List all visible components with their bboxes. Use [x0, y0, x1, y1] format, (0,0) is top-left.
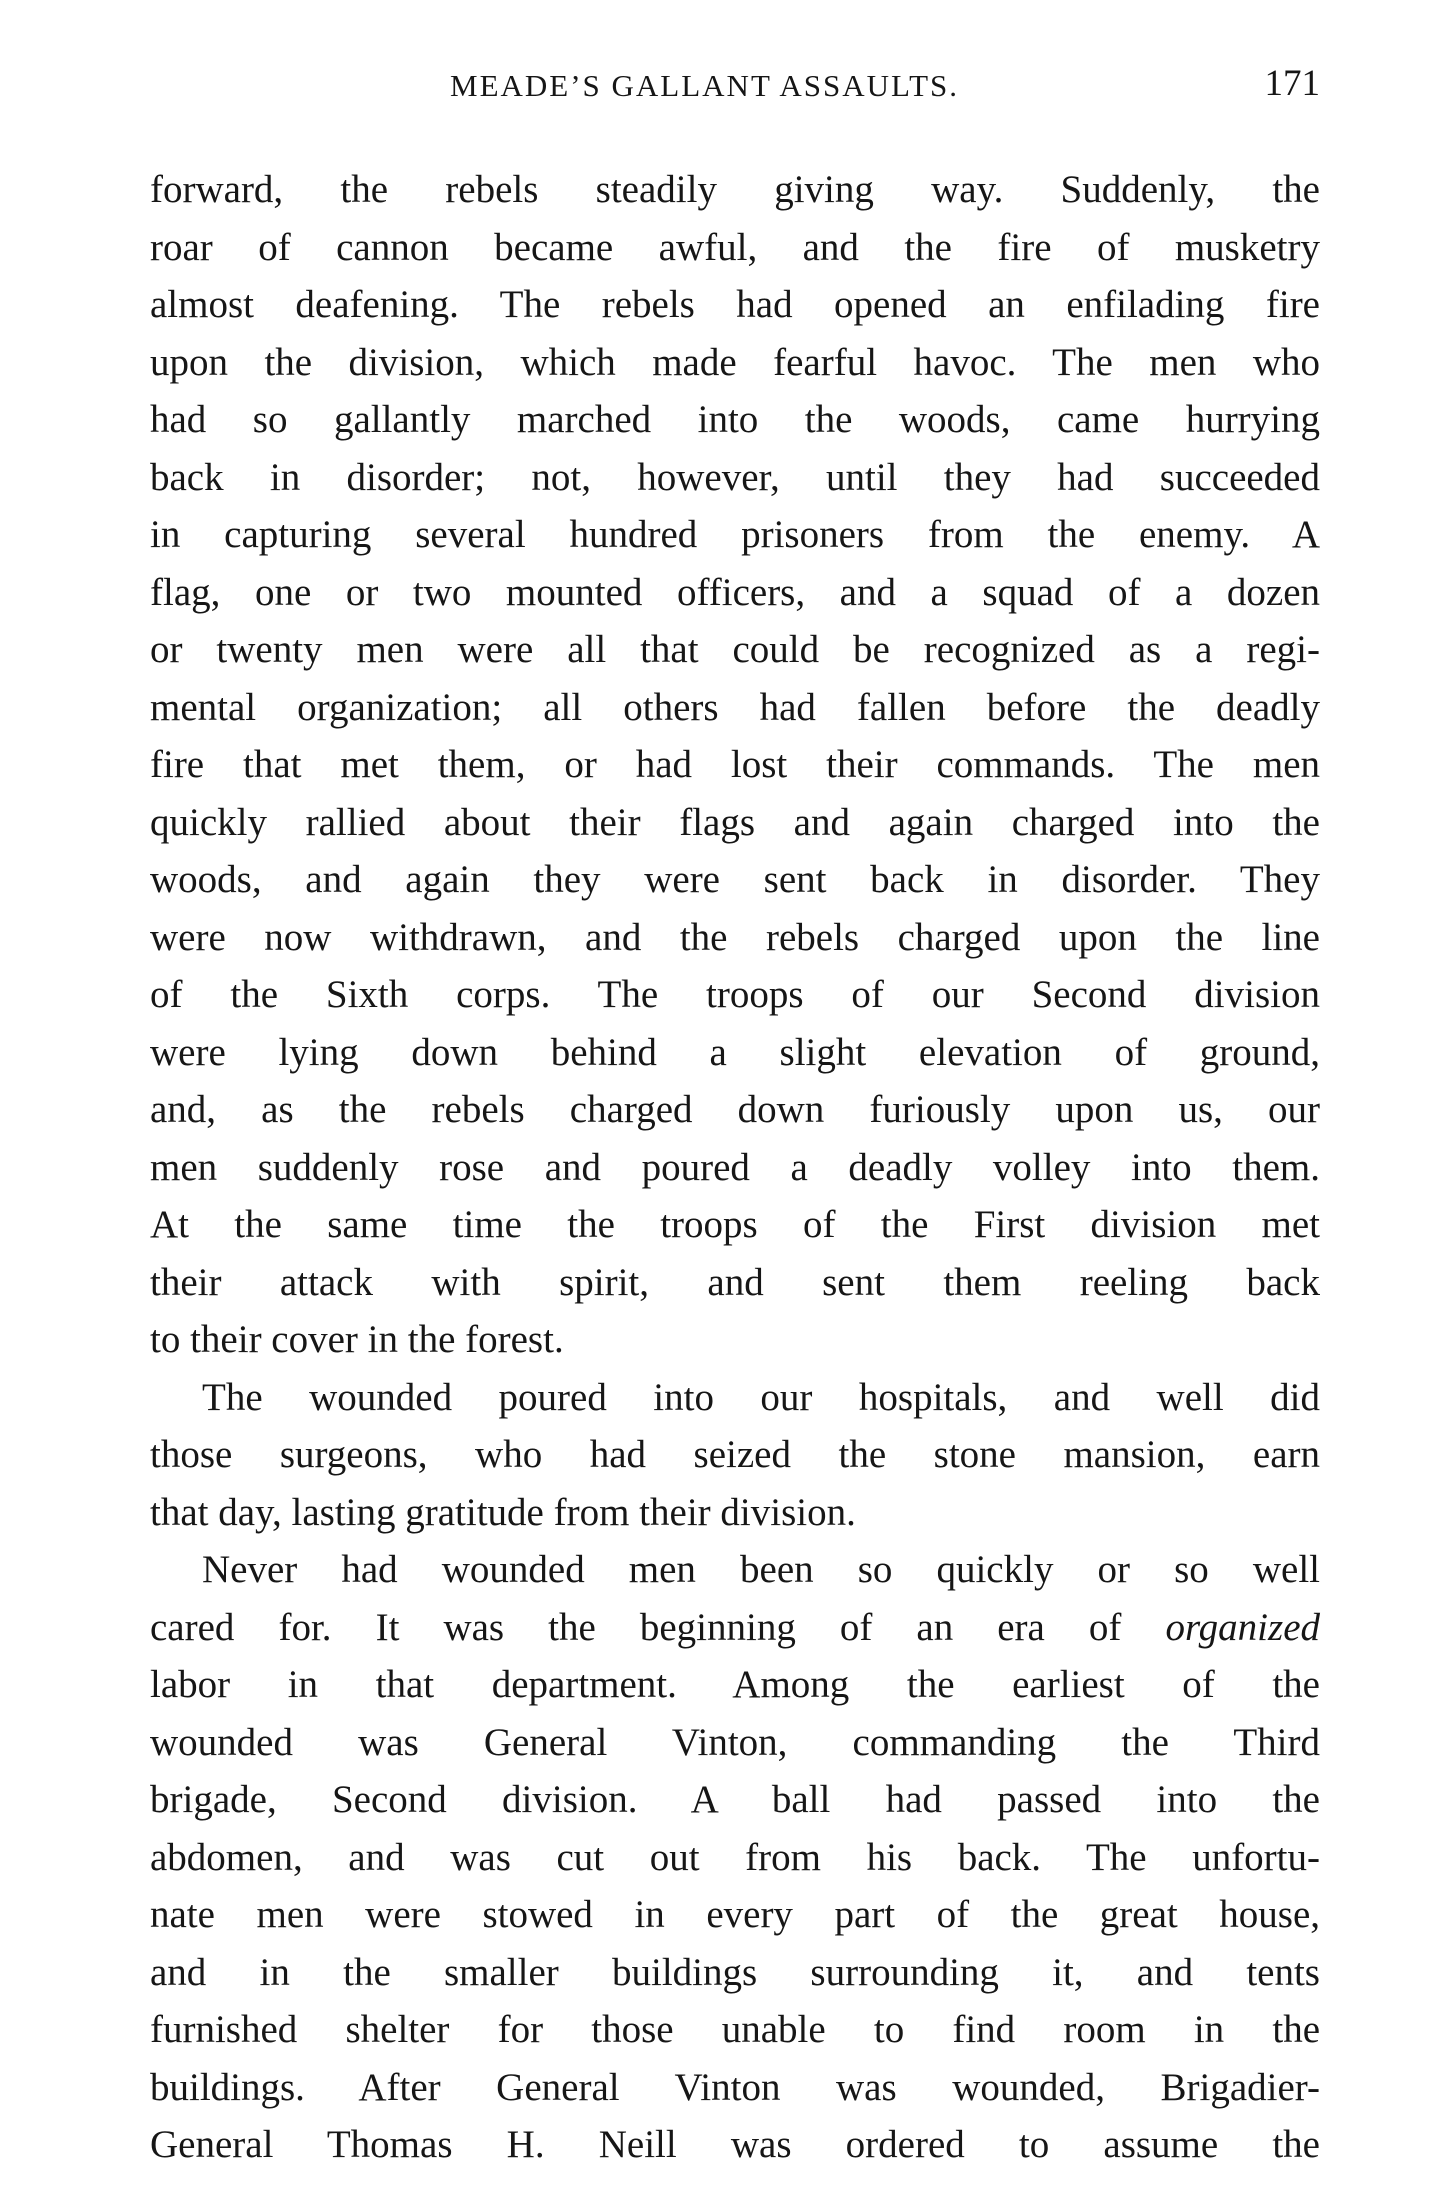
- text-line: to their cover in the forest.: [150, 1318, 564, 1361]
- text-line: in capturing several hundred prisoners from the enemy. A: [150, 513, 1320, 556]
- book-page: [150, 60, 1320, 2180]
- text-line: woods, and again they were sent back in disorder. They: [150, 858, 1320, 901]
- text-line: were now withdrawn, and the rebels charged upon the line: [150, 915, 1320, 959]
- text-line: flag, one or two mounted officers, and a squad of a dozen: [150, 570, 1320, 614]
- text-line: almost deafening. The rebels had opened an enfilading fire: [150, 283, 1320, 326]
- italic-word: organized: [1165, 1605, 1321, 1649]
- body-text: [150, 161, 1320, 2174]
- running-head: [150, 60, 1320, 150]
- text-line: nate men were stowed in every part of the great house,: [150, 1893, 1320, 1936]
- text-line: brigade, Second division. A ball had passed into the: [150, 1778, 1320, 1821]
- line-text: cared for. It was the beginning of an era of: [150, 1605, 1122, 1649]
- text-line: and, as the rebels charged down furiously upon us, our: [150, 1088, 1320, 1131]
- text-line: furnished shelter for those unable to find room in the: [150, 2008, 1320, 2051]
- text-line: of the Sixth corps. The troops of our Second division: [150, 973, 1320, 1016]
- text-line: were lying down behind a slight elevation of ground,: [150, 1030, 1320, 1074]
- text-line: forward, the rebels steadily giving way. Suddenly, the: [150, 168, 1320, 211]
- text-line: or twenty men were all that could be recognized as a regi-: [150, 628, 1320, 671]
- text-line: men suddenly rose and poured a deadly volley into them.: [150, 1145, 1320, 1189]
- text-line: quickly rallied about their flags and again charged into the: [150, 800, 1320, 844]
- text-line: General Thomas H. Neill was ordered to assume the: [150, 2123, 1320, 2166]
- text-line: The wounded poured into our hospitals, and well did: [202, 1375, 1320, 1419]
- text-line: fire that met them, or had lost their commands. The men: [150, 743, 1320, 786]
- text-line: [150, 1599, 1320, 1657]
- text-line: wounded was General Vinton, commanding the Third: [150, 1720, 1320, 1764]
- text-line: roar of cannon became awful, and the fire of musketry: [150, 225, 1320, 269]
- text-line: had so gallantly marched into the woods, came hurrying: [150, 398, 1320, 441]
- text-line: their attack with spirit, and sent them reeling back: [150, 1260, 1320, 1304]
- text-line: At the same time the troops of the First division met: [150, 1203, 1320, 1246]
- text-line: mental organization; all others had fallen before the deadly: [150, 685, 1320, 729]
- text-line: labor in that department. Among the earliest of the: [150, 1663, 1320, 1706]
- page-number: 171: [1264, 63, 1320, 104]
- text-line: and in the smaller buildings surrounding it, and tents: [150, 1950, 1320, 1994]
- text-line: Never had wounded men been so quickly or so well: [202, 1548, 1320, 1591]
- text-line: abdomen, and was cut out from his back. The unfortu-: [150, 1835, 1320, 1879]
- text-line: upon the division, which made fearful havoc. The men who: [150, 340, 1320, 384]
- text-line: back in disorder; not, however, until they had succeeded: [150, 455, 1320, 499]
- text-line: those surgeons, who had seized the stone mansion, earn: [150, 1433, 1320, 1476]
- running-title: MEADE’S GALLANT ASSAULTS.: [450, 68, 960, 103]
- text-line: that day, lasting gratitude from their division.: [150, 1490, 856, 1534]
- text-line: buildings. After General Vinton was wounded, Brigadier-: [150, 2065, 1320, 2109]
